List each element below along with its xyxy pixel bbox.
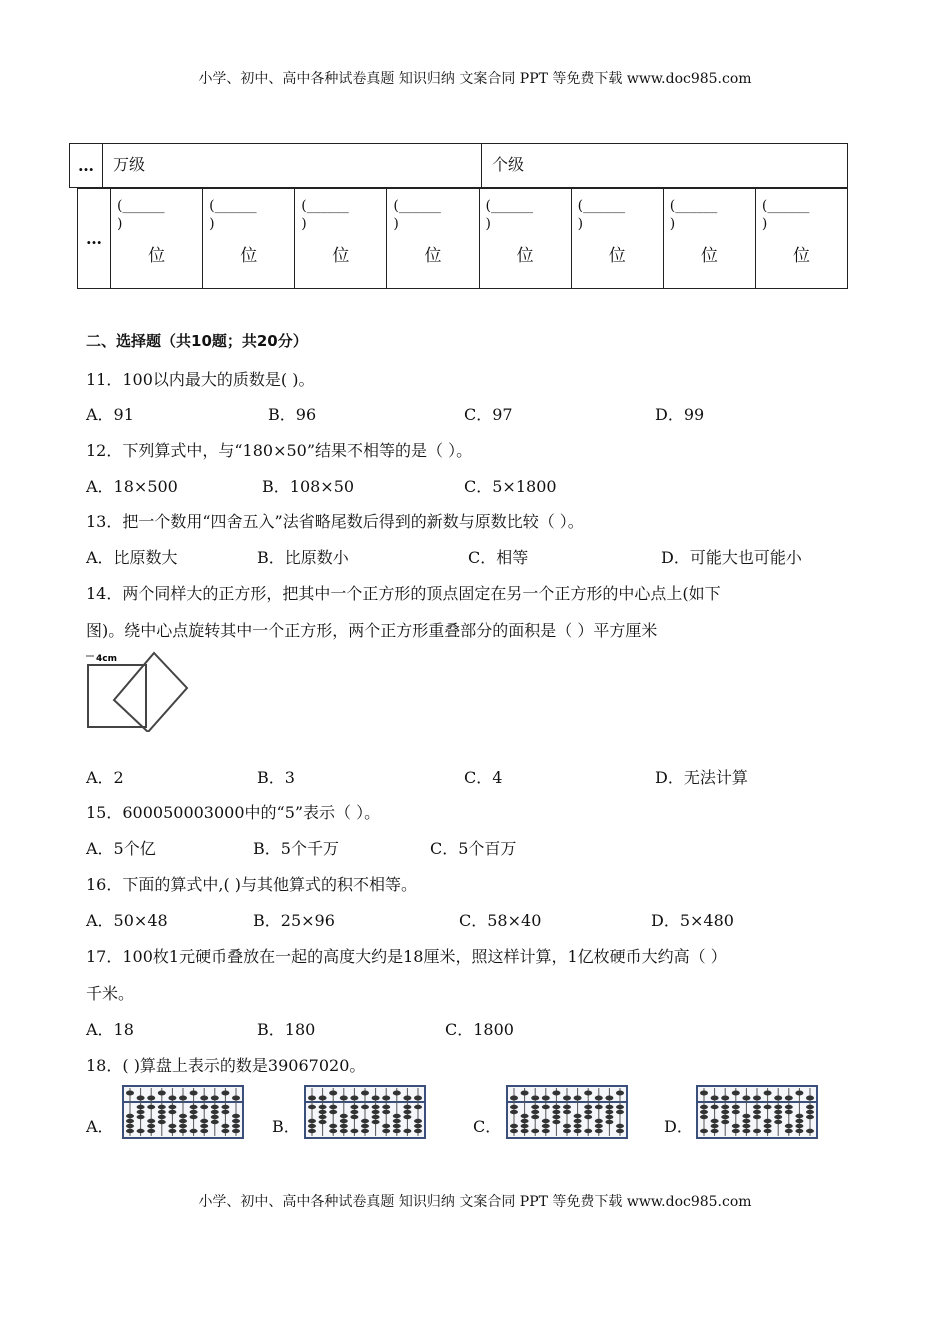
q16-option-d[interactable]: D．5×480 xyxy=(651,911,734,930)
q17-option-b[interactable]: B．180 xyxy=(257,1020,316,1039)
q11-option-d[interactable]: D．99 xyxy=(655,405,705,424)
dots-cell-2: … xyxy=(78,189,111,289)
place-cell: (______ ) 位 xyxy=(111,189,203,289)
q13-option-a[interactable]: A．比原数大 xyxy=(86,548,178,567)
q14-option-d[interactable]: D．无法计算 xyxy=(655,768,748,787)
question-11: 11．100以内最大的质数是( )。 xyxy=(86,370,315,389)
question-16: 16．下面的算式中,( )与其他算式的积不相等。 xyxy=(86,875,418,894)
place-cell: (______ ) 位 xyxy=(571,189,663,289)
rotated-squares-figure xyxy=(84,650,194,732)
q15-option-a[interactable]: A．5个亿 xyxy=(86,839,156,858)
place-cell: (______ ) 位 xyxy=(479,189,571,289)
q17-option-c[interactable]: C．1800 xyxy=(445,1020,514,1039)
q18-option-d[interactable]: D． xyxy=(664,1117,693,1136)
question-17-line-2: 千米。 xyxy=(86,984,135,1003)
q11-option-a[interactable]: A．91 xyxy=(86,405,134,424)
abacus-c[interactable] xyxy=(506,1085,628,1139)
abacus-d[interactable] xyxy=(696,1085,818,1139)
page-footer: 小学、初中、高中各种试卷真题 知识归纳 文案合同 PPT 等免费下载 www.doc985.com xyxy=(198,1194,752,1210)
dots-cell: … xyxy=(70,144,103,188)
question-17-line-1: 17．100枚1元硬币叠放在一起的高度大约是18厘米，照这样计算，1亿枚硬币大约高（ ） xyxy=(86,947,727,966)
q12-option-c[interactable]: C．5×1800 xyxy=(464,477,557,496)
place-value-table-bottom xyxy=(77,188,848,289)
abacus-b[interactable] xyxy=(304,1085,426,1139)
q12-option-a[interactable]: A．18×500 xyxy=(86,477,178,496)
place-cell: (______ ) 位 xyxy=(663,189,755,289)
q17-option-a[interactable]: A．18 xyxy=(86,1020,134,1039)
q12-option-b[interactable]: B．108×50 xyxy=(262,477,355,496)
q15-option-c[interactable]: C．5个百万 xyxy=(430,839,517,858)
q11-option-c[interactable]: C．97 xyxy=(464,405,513,424)
q14-option-a[interactable]: A．2 xyxy=(86,768,124,787)
place-cell: (______ ) 位 xyxy=(755,189,847,289)
q13-option-c[interactable]: C．相等 xyxy=(468,548,529,567)
question-14-line-1: 14．两个同样大的正方形，把其中一个正方形的顶点固定在另一个正方形的中心点上(如下 xyxy=(86,584,721,603)
abacus-a[interactable] xyxy=(122,1085,244,1139)
q11-option-b[interactable]: B．96 xyxy=(268,405,317,424)
q18-option-b[interactable]: B． xyxy=(272,1117,300,1136)
q18-option-a[interactable]: A． xyxy=(86,1117,114,1136)
page-header: 小学、初中、高中各种试卷真题 知识归纳 文案合同 PPT 等免费下载 www.doc985.com xyxy=(198,71,752,87)
place-cell: (______ ) 位 xyxy=(295,189,387,289)
question-15: 15．600050003000中的“5”表示（ ）。 xyxy=(86,803,381,822)
place-cell: (______ ) 位 xyxy=(203,189,295,289)
q14-option-b[interactable]: B．3 xyxy=(257,768,295,787)
q16-option-b[interactable]: B．25×96 xyxy=(253,911,335,930)
figure-label: 4cm xyxy=(96,654,117,664)
q13-option-d[interactable]: D．可能大也可能小 xyxy=(661,548,802,567)
question-18: 18．( )算盘上表示的数是39067020。 xyxy=(86,1056,366,1075)
q16-option-a[interactable]: A．50×48 xyxy=(86,911,168,930)
q13-option-b[interactable]: B．比原数小 xyxy=(257,548,349,567)
ge-level: 个级 xyxy=(482,144,848,188)
place-cell: (______ ) 位 xyxy=(387,189,479,289)
section-title: 二、选择题（共10题；共20分） xyxy=(86,332,308,350)
q15-option-b[interactable]: B．5个千万 xyxy=(253,839,339,858)
q18-option-c[interactable]: C． xyxy=(473,1117,502,1136)
q16-option-c[interactable]: C．58×40 xyxy=(459,911,542,930)
q14-option-c[interactable]: C．4 xyxy=(464,768,503,787)
place-value-table-top xyxy=(69,143,848,188)
question-13: 13．把一个数用“四舍五入”法省略尾数后得到的新数与原数比较（ ）。 xyxy=(86,512,584,531)
wan-level: 万级 xyxy=(103,144,482,188)
question-12: 12．下列算式中，与“180×50”结果不相等的是（ ）。 xyxy=(86,441,473,460)
question-14-line-2: 图)。绕中心点旋转其中一个正方形，两个正方形重叠部分的面积是（ ）平方厘米 xyxy=(86,621,658,640)
